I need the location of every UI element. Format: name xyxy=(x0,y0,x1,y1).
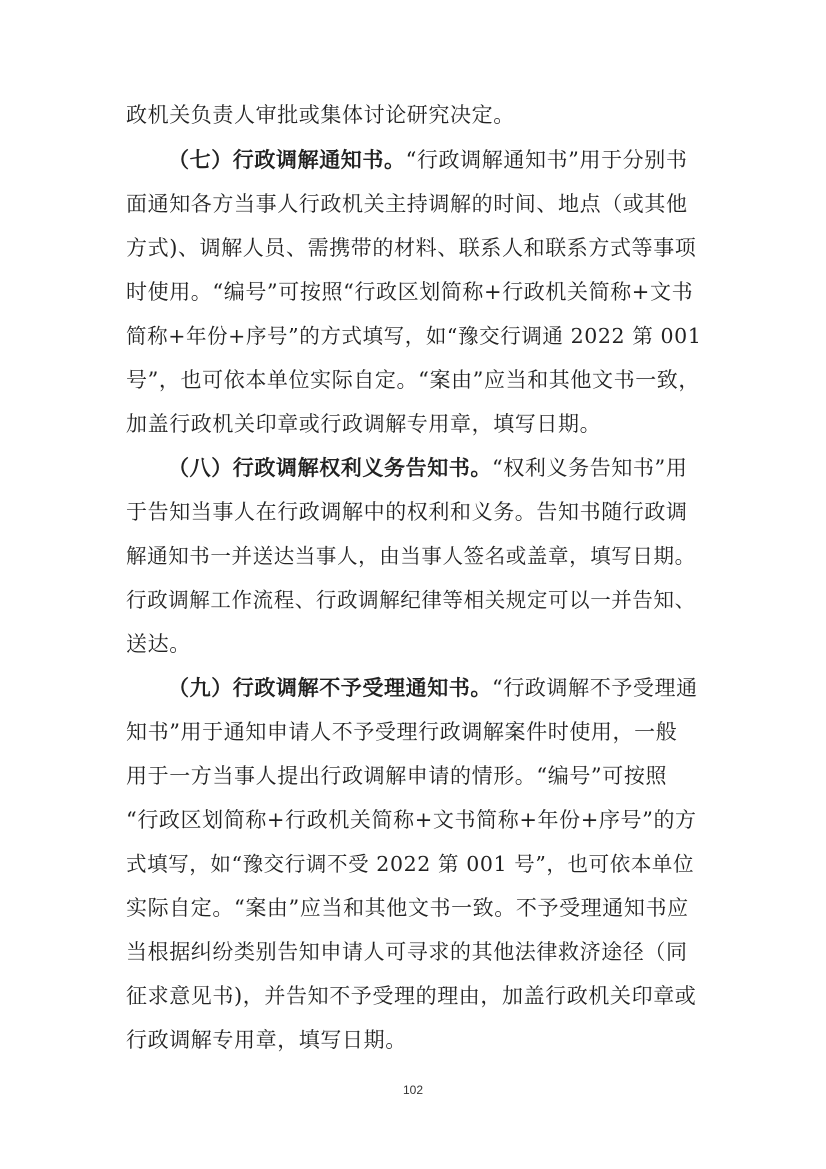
text-line: “行政区划简称+行政机关简称+文书简称+年份+序号”的方 xyxy=(126,808,697,832)
text-line: 行政调解工作流程、行政调解纪律等相关规定可以一并告知、 xyxy=(126,588,696,612)
text-line: 方式)、调解人员、需携带的材料、联系人和联系方式等事项 xyxy=(126,236,697,260)
section-9-heading: （九）行政调解不予受理通知书。 xyxy=(168,675,492,700)
section-7-heading: （七）行政调解通知书。 xyxy=(168,147,406,172)
section-8-heading: （八）行政调解权利义务告知书。 xyxy=(168,455,492,480)
text-line: 当根据纠纷类别告知申请人可寻求的其他法律救济途径（同 xyxy=(126,940,688,964)
text-line: 知书”用于通知申请人不予受理行政调解案件时使用，一般 xyxy=(126,720,678,744)
page-number: 102 xyxy=(402,1083,424,1097)
text-line: 号”，也可依本单位实际自定。“案由”应当和其他文书一致， xyxy=(126,368,701,392)
section-9-heading-line: （九）行政调解不予受理通知书。“行政调解不予受理通 xyxy=(168,675,698,700)
section-7-heading-line: （七）行政调解通知书。“行政调解通知书”用于分别书 xyxy=(168,147,688,172)
section-8-heading-line: （八）行政调解权利义务告知书。“权利义务告知书”用 xyxy=(168,455,688,480)
text-line: 加盖行政机关印章或行政调解专用章，填写日期。 xyxy=(126,412,602,436)
text-line: 解通知书一并送达当事人，由当事人签名或盖章，填写日期。 xyxy=(126,544,696,568)
text-line: 实际自定。“案由”应当和其他文书一致。不予受理通知书应 xyxy=(126,896,689,920)
text-line: 式填写，如“豫交行调不受 2022 第 001 号”，也可依本单位 xyxy=(126,852,695,876)
text-line: 用于一方当事人提出行政调解申请的情形。“编号”可按照 xyxy=(126,764,668,788)
text-line: 政机关负责人审批或集体讨论研究决定。 xyxy=(126,103,515,127)
text-line: 于告知当事人在行政调解中的权利和义务。告知书随行政调 xyxy=(126,500,688,524)
text-line: 征求意见书)，并告知不予受理的理由，加盖行政机关印章或 xyxy=(126,984,697,1008)
text-line: 时使用。“编号”可按照“行政区划简称+行政机关简称+文书 xyxy=(126,280,694,304)
text-line: 行政调解专用章，填写日期。 xyxy=(126,1028,407,1052)
text-line: 送达。 xyxy=(126,632,191,656)
text-line: 简称+年份+序号”的方式填写，如“豫交行调通 2022 第 001 xyxy=(126,324,702,348)
text-line: 面通知各方当事人行政机关主持调解的时间、地点（或其他 xyxy=(126,192,688,216)
